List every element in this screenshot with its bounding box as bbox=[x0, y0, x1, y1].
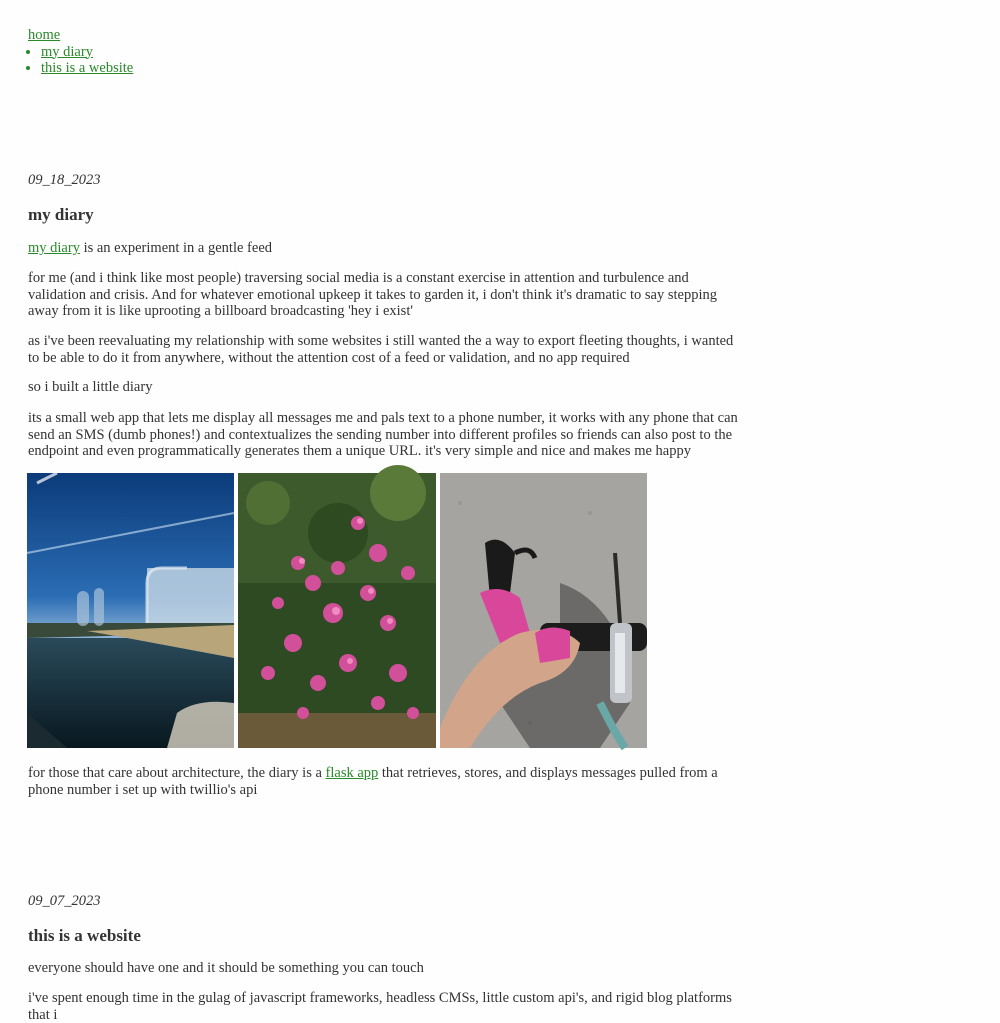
post-architecture-paragraph bbox=[28, 765, 740, 798]
architecture-text-before: for those that care about architecture, the diary is a bbox=[28, 765, 326, 781]
post-paragraph: as i've been reevaluating my relationship with some websites i still wanted the a way to export fleeting thoughts, i wanted to be able to do it from anywhere, without the attention cost of a feed or validation, and no app required bbox=[28, 333, 734, 366]
post-date: 09_07_2023 bbox=[28, 893, 101, 909]
post-intro bbox=[28, 240, 740, 257]
nav-link-this-is-a-website[interactable]: this is a website bbox=[41, 60, 134, 76]
post-paragraph: everyone should have one and it should be something you can touch bbox=[28, 960, 424, 976]
post-paragraph: for me (and i think like most people) traversing social media is a constant exercise in attention and turbulence and validation and crisis. And for whatever emotional upkeep it takes to garden it, i don't think it's dramatic to say stepping away from it is like uprooting a billboard broadcasting 'hey i exist' bbox=[28, 270, 717, 319]
nav-item-this-is-a-website bbox=[41, 60, 133, 77]
architecture-text-after: that retrieves, stores, and displays messages pulled from a phone number i set up with twillio's api bbox=[28, 765, 718, 798]
post-paragraph: its a small web app that lets me display all messages me and pals text to a phone number, it works with any phone that can send an SMS (dumb phones!) and contextualizes the sending number into different profiles so friends can also post to the endpoint and even programmatically generates them a unique URL. it's very simple and nice and makes me happy bbox=[28, 410, 738, 459]
photo-gallery bbox=[27, 473, 647, 748]
photo-flowering-bush bbox=[238, 473, 436, 748]
nav-link-my-diary[interactable]: my diary bbox=[41, 43, 93, 60]
post-title: my diary bbox=[28, 205, 94, 224]
my-diary-link[interactable]: my diary bbox=[28, 240, 80, 256]
nav-list bbox=[28, 44, 133, 77]
photo-train-window bbox=[27, 473, 234, 748]
post-paragraph: i've spent enough time in the gulag of javascript frameworks, headless CMSs, little custom api's, and rigid blog platforms that i bbox=[28, 990, 732, 1023]
nav-item-my-diary bbox=[41, 44, 133, 61]
site-nav bbox=[28, 27, 133, 77]
post-date: 09_18_2023 bbox=[28, 172, 101, 188]
flask-app-link[interactable]: flask app bbox=[325, 765, 379, 781]
post-title: this is a website bbox=[28, 926, 141, 945]
intro-text: is an experiment in a gentle feed bbox=[79, 240, 273, 256]
nav-home-link[interactable]: home bbox=[28, 27, 61, 43]
post-paragraph: so i built a little diary bbox=[28, 379, 153, 395]
photo-bike-handlebar bbox=[440, 473, 647, 748]
